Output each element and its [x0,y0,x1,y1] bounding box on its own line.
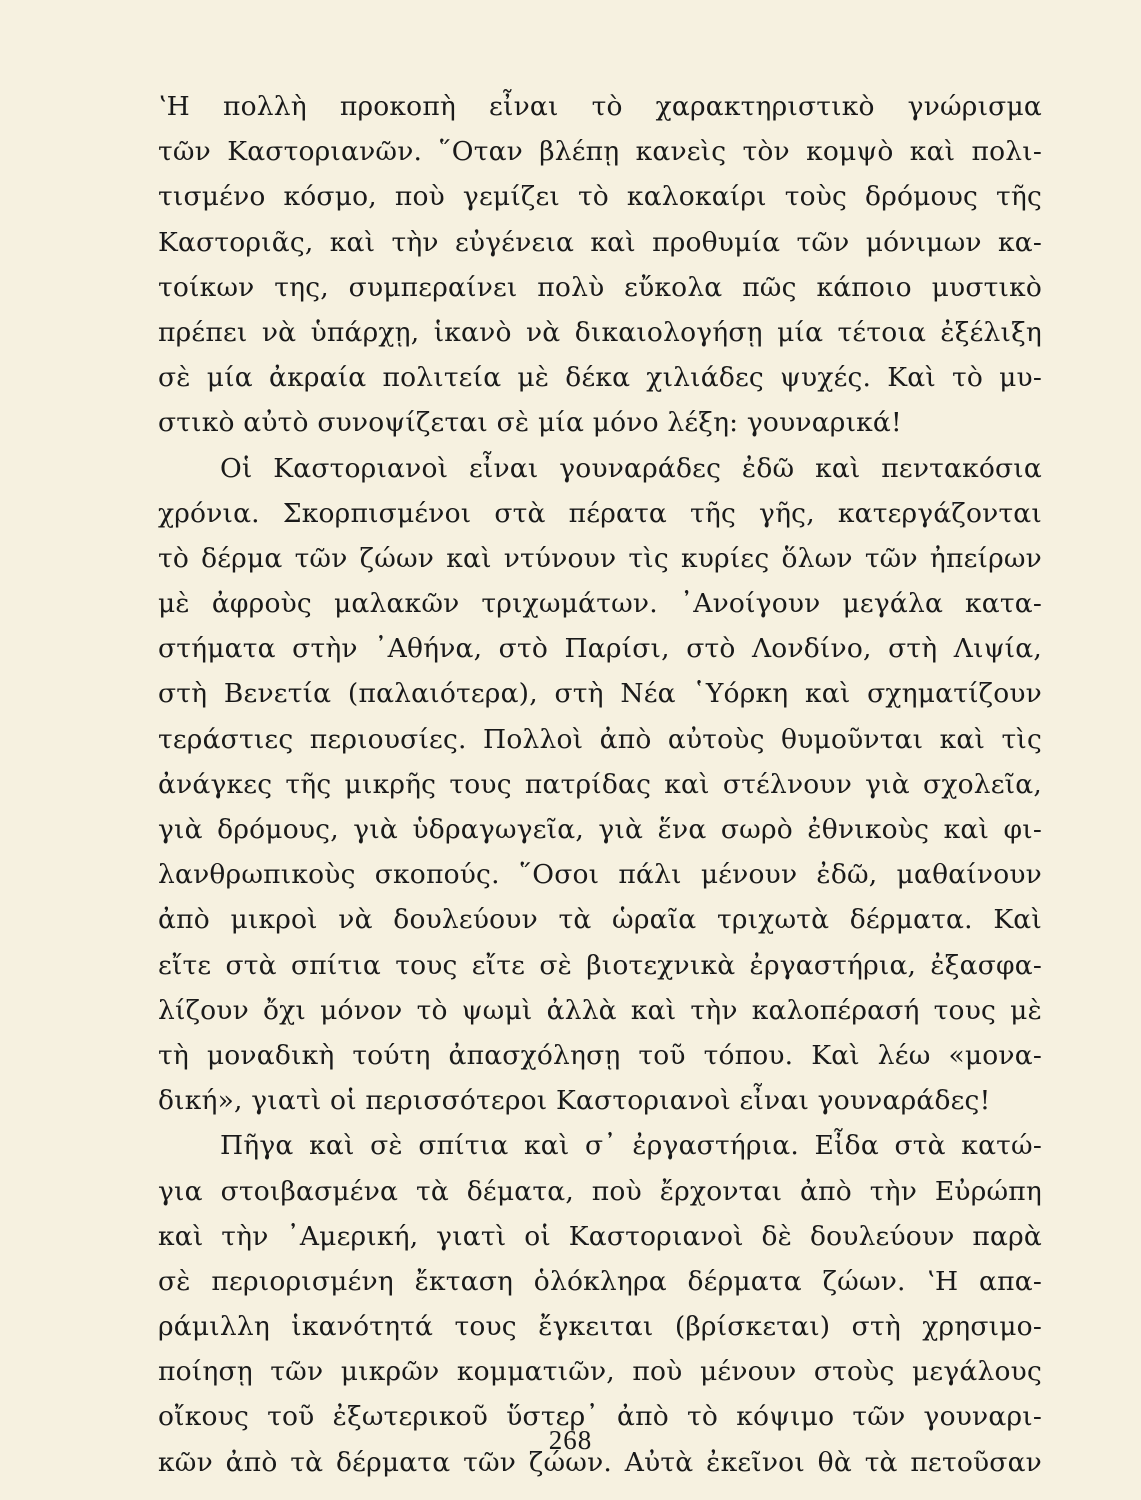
text-line: Καστοριᾶς, καὶ τὴν εὐγένεια καὶ προθυμία τῶν μόνιμων κα- [158,226,1042,258]
text-line: ποίησῃ τῶν μικρῶν κομματιῶν, ποὺ μένουν στοὺς μεγάλους [158,1356,1042,1388]
text-line: χρόνια. Σκορπισμένοι στὰ πέρατα τῆς γῆς, κατεργάζονται [158,497,1042,529]
text-line: τὸ δέρμα τῶν ζώων καὶ ντύνουν τὶς κυρίες ὅλων τῶν ἠπείρων [158,542,1042,574]
text-line: κῶν ἀπὸ τὰ δέρματα τῶν ζώων. Αὐτὰ ἐκεῖνοι θὰ τὰ πετοῦσαν [158,1446,1042,1478]
text-line: Πῆγα καὶ σὲ σπίτια καὶ σ᾿ ἐργαστήρια. Εἶδα στὰ κατώ- [220,1130,1042,1162]
text-line: τισμένο κόσμο, ποὺ γεμίζει τὸ καλοκαίρι τοὺς δρόμους τῆς [158,181,1042,213]
text-line: δική», γιατὶ οἱ περισσότεροι Καστοριανοὶ εἶναι γουναράδες! [158,1085,991,1117]
text-line: ράμιλλη ἱκανότητά τους ἔγκειται (βρίσκεται) στὴ χρησιμο- [158,1311,1042,1343]
text-line: Οἱ Καστοριανοὶ εἶναι γουναράδες ἐδῶ καὶ πεντακόσια [220,452,1042,484]
body-text [158,84,1042,1485]
text-line: καὶ τὴν ᾿Αμερική, γιατὶ οἱ Καστοριανοὶ δὲ δουλεύουν παρὰ [158,1220,1042,1252]
text-line: τῶν Καστοριανῶν. ῞Οταν βλέπῃ κανεὶς τὸν κομψὸ καὶ πολι- [158,136,1042,168]
text-line: γιὰ δρόμους, γιὰ ὑδραγωγεῖα, γιὰ ἕνα σωρὸ ἐθνικοὺς καὶ φι- [158,814,1042,845]
text-line: σὲ μία ἀκραία πολιτεία μὲ δέκα χιλιάδες ψυχές. Καὶ τὸ μυ- [158,362,1042,394]
paragraph [158,446,1042,1124]
text-line: τοίκων της, συμπεραίνει πολὺ εὔκολα πῶς κάποιο μυστικὸ [158,271,1042,303]
text-line: τὴ μοναδικὴ τούτη ἀπασχόλησῃ τοῦ τόπου. Καὶ λέω «μονα- [158,1039,1042,1071]
text-line: μὲ ἀφροὺς μαλακῶν τριχωμάτων. ᾿Ανοίγουν μεγάλα κατα- [158,588,1042,620]
page-number: 268 [548,1425,593,1455]
text-line: λίζουν ὄχι μόνον τὸ ψωμὶ ἀλλὰ καὶ τὴν καλοπέρασή τους μὲ [158,994,1042,1026]
text-line: σὲ περιορισμένη ἔκταση ὁλόκληρα δέρματα ζώων. ʽΗ απα- [158,1265,1042,1297]
text-line: λανθρωπικοὺς σκοπούς. ῞Οσοι πάλι μένουν ἐδῶ, μαθαίνουν [158,859,1042,891]
text-line: για στοιβασμένα τὰ δέματα, ποὺ ἔρχονται ἀπὸ τὴν Εὐρώπη [158,1175,1042,1207]
text-line: οἴκους τοῦ ἐξωτερικοῦ ὕστερ᾿ ἀπὸ τὸ κόψιμο τῶν γουναρι- [158,1401,1042,1433]
text-line: ἀπὸ μικροὶ νὰ δουλεύουν τὰ ὡραῖα τριχωτὰ δέρματα. Καὶ [158,904,1042,936]
text-line: στικὸ αὐτὸ συνοψίζεται σὲ μία μόνο λέξη: γουναρικά! [158,407,902,439]
text-line: τεράστιες περιουσίες. Πολλοὶ ἀπὸ αὐτοὺς θυμοῦνται καὶ τὶς [158,723,1042,755]
text-line: ἀνάγκες τῆς μικρῆς τους πατρίδας καὶ στέλνουν γιὰ σχολεῖα, [158,768,1042,800]
text-line: πρέπει νὰ ὑπάρχῃ, ἱκανὸ νὰ δικαιολογήσῃ μία τέτοια ἐξέλιξη [158,316,1042,348]
text-line: ʽΗ πολλὴ προκοπὴ εἶναι τὸ χαρακτηριστικὸ γνώρισμα [158,91,1042,122]
text-line: εἴτε στὰ σπίτια τους εἴτε σὲ βιοτεχνικὰ ἐργαστήρια, ἐξασφα- [158,949,1042,981]
paragraph [158,84,1042,446]
text-line: στὴ Βενετία (παλαιότερα), στὴ Νέα ῾Υόρκη καὶ σχηματίζουν [158,678,1042,710]
text-line: στήματα στὴν ᾿Αθήνα, στὸ Παρίσι, στὸ Λονδίνο, στὴ Λιψία, [158,633,1042,665]
